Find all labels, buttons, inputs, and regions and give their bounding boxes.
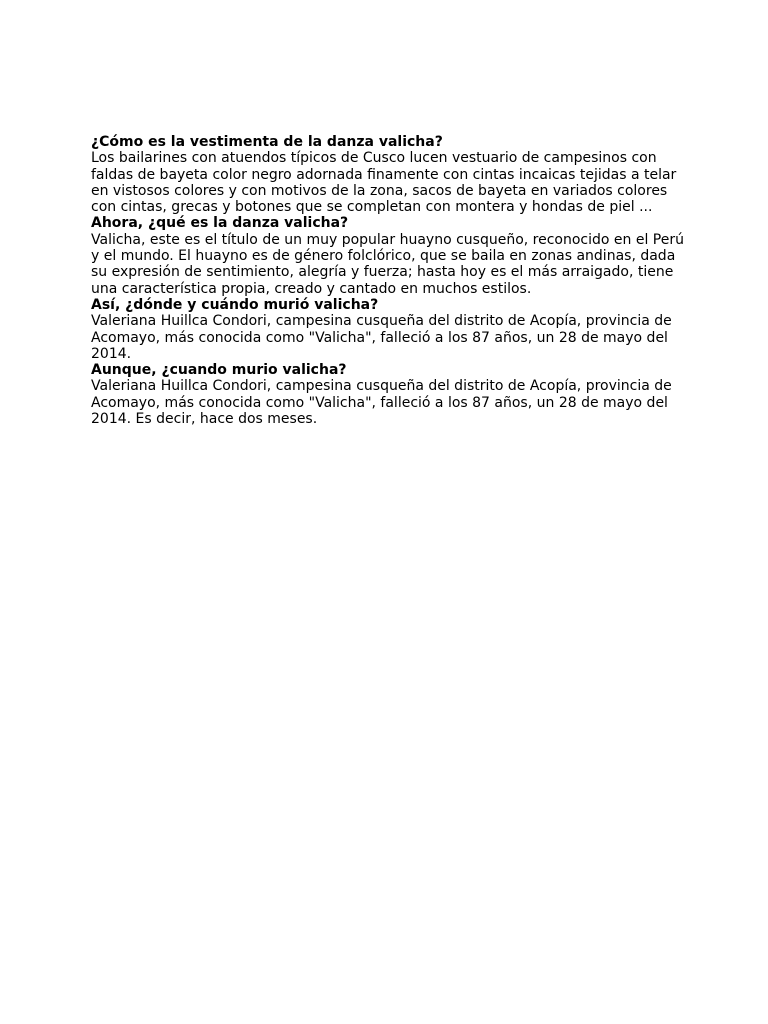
section-body-vestimenta: Los bailarines con atuendos típicos de Cusco lucen vestuario de campesinos con faldas de bayeta color negro adornada finamente con cintas incaicas tejidas a telar en vistosos colores y con motivos de la zona, sacos de bayeta en variados colores con cintas, grecas y botones que se completan con montera y hondas de piel ... bbox=[91, 150, 677, 216]
section-title-que-es: Ahora, ¿qué es la danza valicha? bbox=[91, 215, 349, 232]
document-content bbox=[91, 134, 691, 427]
section-title-cuando-murio: Aunque, ¿cuando murio valicha? bbox=[91, 362, 347, 379]
section-body-que-es: Valicha, este es el título de un muy popular huayno cusqueño, reconocido en el Perú y el mundo. El huayno es de género folclórico, que se baila en zonas andinas, dada su expresión de sentimiento, alegría y fuerza; hasta hoy es el más arraigado, tiene una característica propia, creado y cantado en muchos estilos. bbox=[91, 231, 684, 297]
section-body-donde-cuando: Valeriana Huillca Condori, campesina cusqueña del distrito de Acopía, provincia de Acomayo, más conocida como "Valicha", falleció a los 87 años, un 28 de mayo del 2014. bbox=[91, 313, 672, 362]
section-body-cuando-murio: Valeriana Huillca Condori, campesina cusqueña del distrito de Acopía, provincia de Acomayo, más conocida como "Valicha", falleció a los 87 años, un 28 de mayo del 2014. Es decir, hace dos meses. bbox=[91, 378, 672, 428]
section-title-donde-cuando: Así, ¿dónde y cuándo murió valicha? bbox=[91, 296, 379, 313]
section-title-vestimenta: ¿Cómo es la vestimenta de la danza valicha? bbox=[91, 134, 443, 150]
